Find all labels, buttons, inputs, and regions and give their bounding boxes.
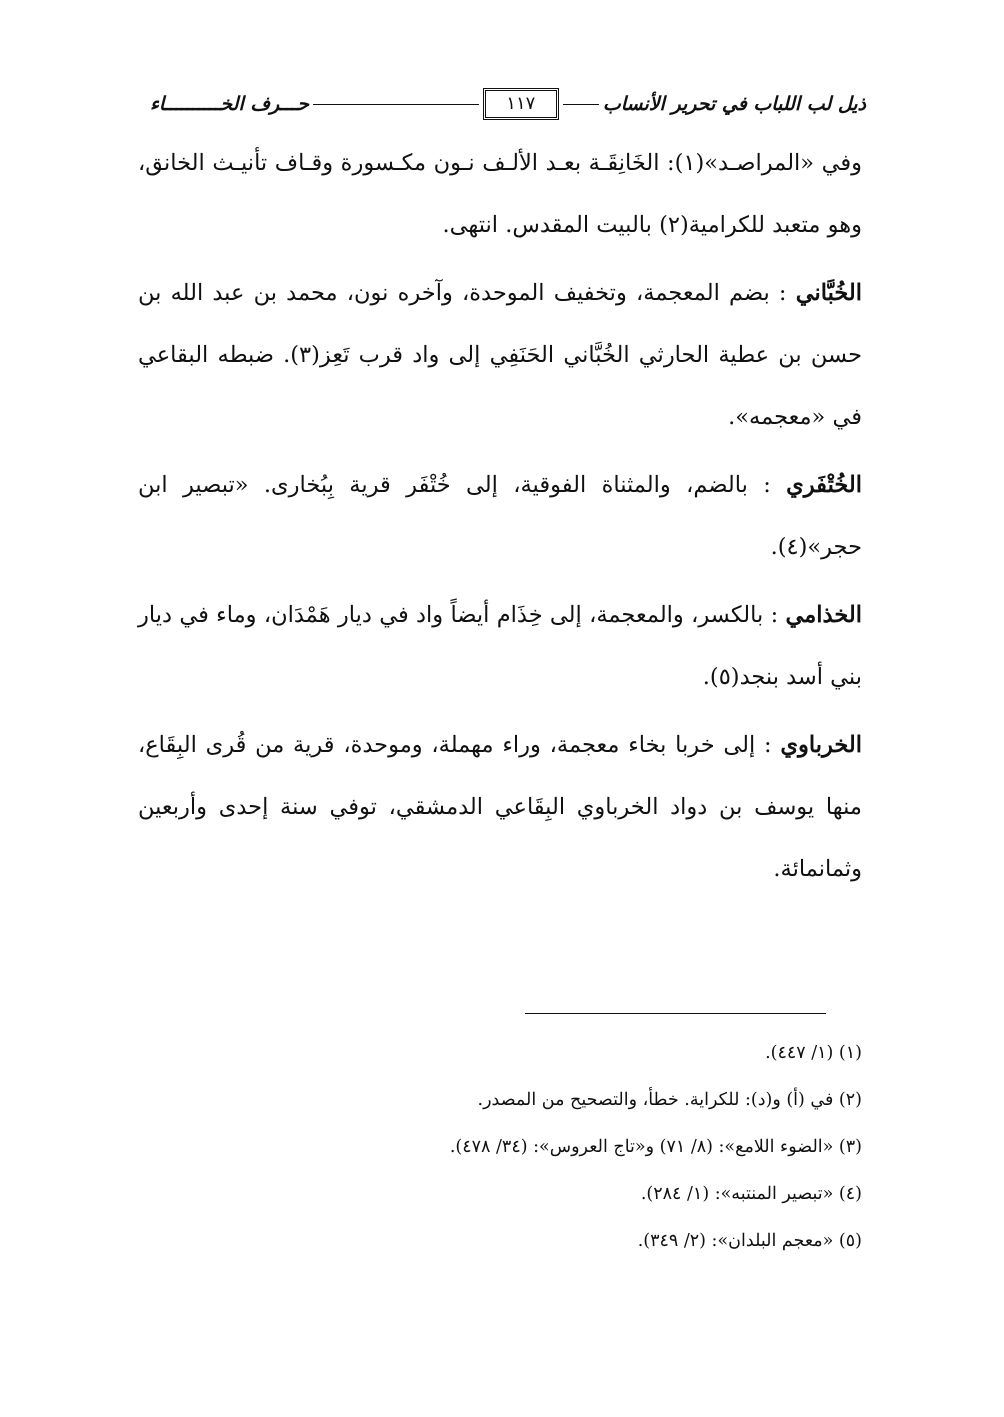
- entry-paragraph: [138, 584, 862, 708]
- entry-text: : بالضم، والمثناة الفوقية، إلى خُتْفَر قرية بِبُخارى. «تبصير ابن حجر»(٤).: [138, 472, 862, 560]
- entry-term: الخُتْفَري: [786, 472, 862, 498]
- page-number: ١١٧: [483, 88, 559, 120]
- entry-paragraph: [138, 132, 862, 256]
- entry-text: : إلى خربا بخاء معجمة، وراء مهملة، وموحدة، قرية من قُرى البِقَاع، منها يوسف بن دواد الخرباوي البِقَاعي الدمشقي، توفي سنة إحدى وأربعين وثمانمائة.: [138, 732, 862, 882]
- entry-term: الخذامي: [785, 602, 862, 628]
- footnote: (٤) «تبصير المنتبه»: (١/ ٢٨٤).: [640, 1184, 862, 1204]
- entry-text: وفي «المراصـد»(١): الخَانِقَـة بعـد الألـف نـون مكـسورة وقـاف تأنيـث الخانق، وهو متعبد للكرامية(٢) بالبيت المقدس. انتهى.: [138, 150, 862, 238]
- entry-text: : بضم المعجمة، وتخفيف الموحدة، وآخره نون، محمد بن عبد الله بن حسن بن عطية الحارثي الخُبَّاني الحَنَفِي إلى واد قرب تَعِز(٣). ضبطه البقاعي في «معجمه».: [138, 280, 862, 430]
- footnote: (١) (١/ ٤٤٧).: [765, 1043, 862, 1063]
- entry-term: الخُبَّاني: [795, 280, 862, 306]
- main-text: [138, 132, 862, 906]
- footnote-separator: [525, 1013, 826, 1014]
- section-letter: حـــرف الخــــــــــاء: [150, 93, 309, 115]
- entry-text: : بالكسر، والمعجمة، إلى خِذَام أيضاً واد في ديار هَمْدَان، وماء في ديار بني أسد بنجد(٥).: [138, 602, 862, 690]
- entry-term: الخرباوي: [780, 732, 862, 758]
- running-header: [150, 82, 866, 126]
- footnote: (٣) «الضوء اللامع»: (٨/ ٧١) و«تاج العروس»: (٣٤/ ٤٧٨).: [449, 1137, 862, 1157]
- footnotes: [138, 1030, 862, 1265]
- header-rule-left: [313, 104, 479, 105]
- book-title: ذيل لب اللباب في تحرير الأنساب: [602, 93, 866, 115]
- entry-paragraph: [138, 262, 862, 448]
- header-rule-right: [563, 104, 599, 105]
- footnote: (٥) «معجم البلدان»: (٢/ ٣٤٩).: [637, 1231, 862, 1251]
- entry-paragraph: [138, 714, 862, 900]
- footnote: (٢) في (أ) و(د): للكراية. خطأ، والتصحيح من المصدر.: [477, 1090, 862, 1110]
- entry-paragraph: [138, 454, 862, 578]
